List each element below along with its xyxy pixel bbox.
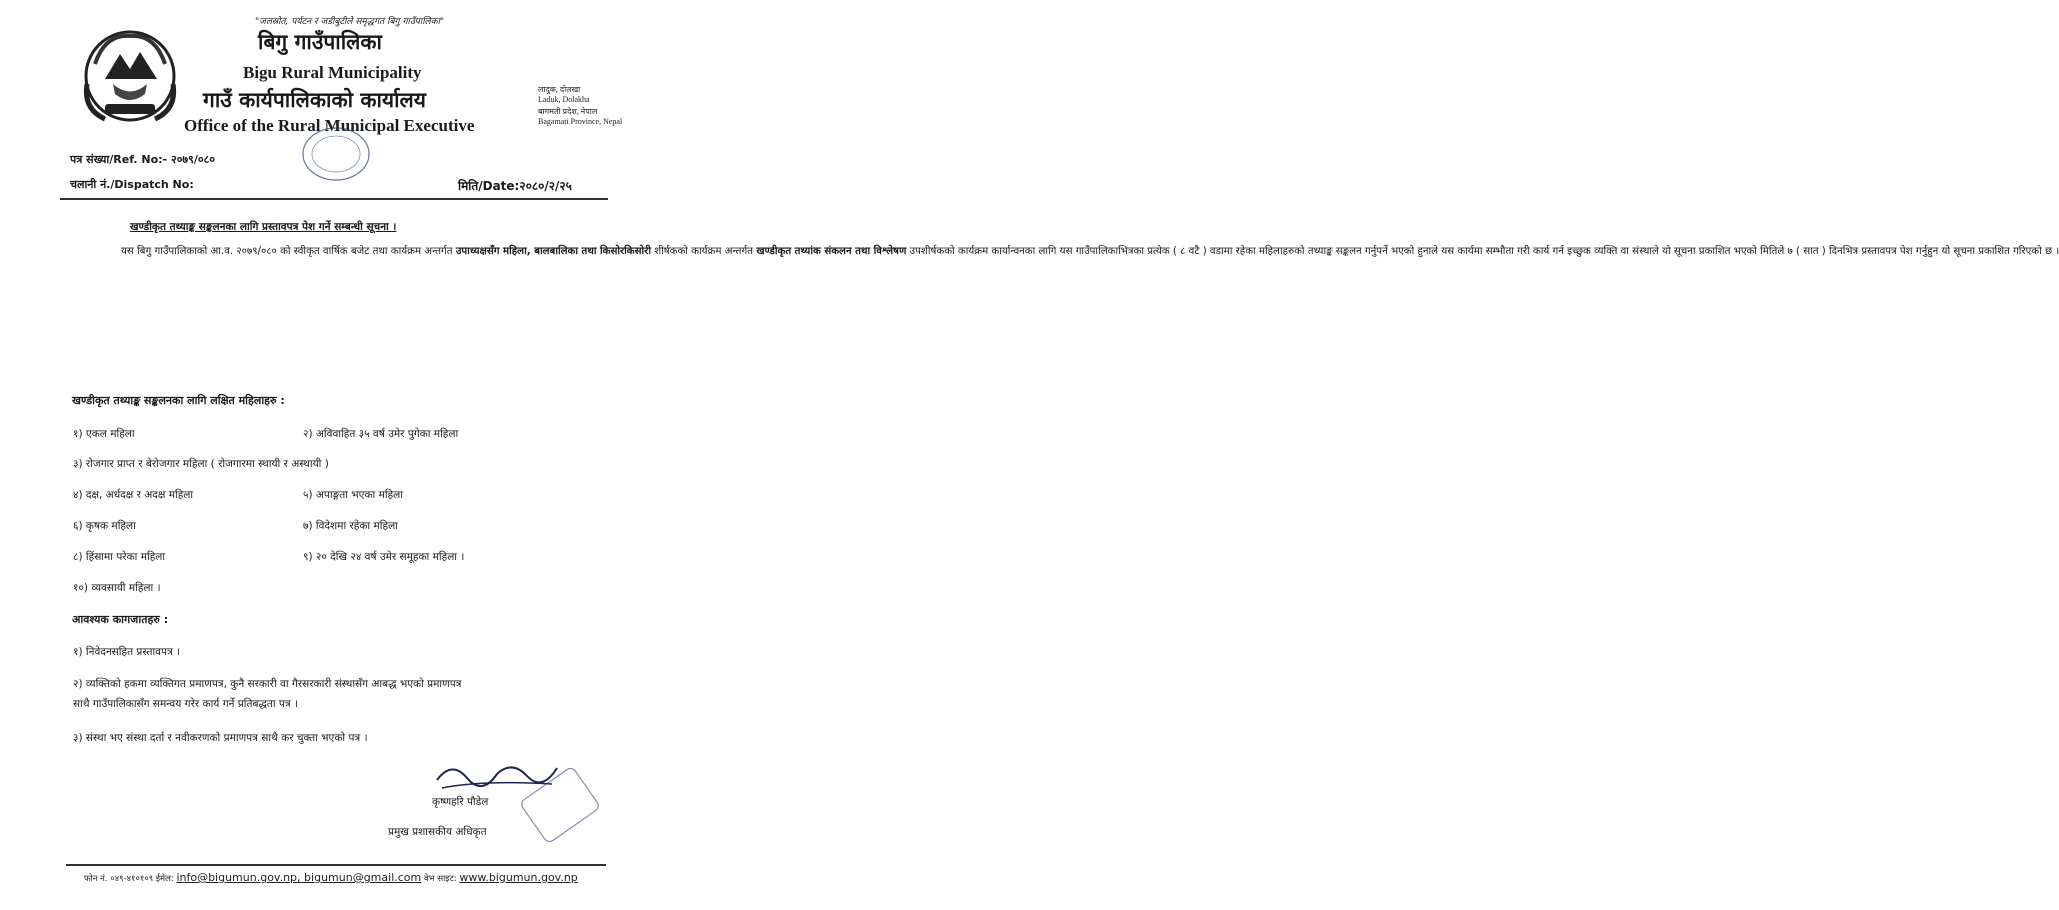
signature-stamp [520,770,600,840]
document-item: साथै गाउँपालिकासँग समन्वय गरेर कार्य गर्ने प्रतिबद्धता पत्र । [73,698,298,710]
footer-email-1[interactable]: info@bigumun.gov.np [176,871,298,884]
notice-subject: खण्डीकृत तथ्याङ्क सङ्कलनका लागि प्रस्तावपत्र पेश गर्ने सम्बन्धी सूचना । [130,221,397,233]
reference-label: पत्र संख्या/Ref. No:- [70,153,168,166]
targets-heading: खण्डीकृत तथ्याङ्क सङ्कलनका लागि लक्षित महिलाहरु : [72,394,285,407]
documents-heading: आवश्यक कागजातहरु : [72,613,169,626]
address-line-1: लादुक, दोलखा [538,85,581,94]
target-item: १०) व्यवसायी महिला । [73,582,161,594]
address-line-2: Laduk, Dolakha [538,95,590,104]
office-title-nepali: गाउँ कार्यपालिकाको कार्यालय [203,87,426,112]
body-bold-2: खण्डीकृत तथ्यांक संकलन तथा विश्लेषण [756,246,907,257]
footer-web-label: वेभ साइट: [423,874,457,884]
footer-divider [66,864,606,866]
footer-contact [84,871,578,884]
body-text-2: शीर्षकको कार्यक्रम अन्तर्गत [650,246,757,257]
body-text-1: यस बिगु गाउँपालिकाको आ.व. २०७९/०८० को स्वीकृत वार्षिक बजेट तथा कार्यक्रम अन्तर्गत [121,246,456,257]
target-item: ३) रोजगार प्राप्त र बेरोजगार महिला ( रोजगारमा स्थायी र अस्थायी ) [73,458,329,470]
signer-title: प्रमुख प्रशासकीय अधिकृत [388,826,487,838]
target-item: १) एकल महिला [73,428,135,440]
date-label: मिति/Date: [458,179,520,193]
letter-date [458,177,572,194]
dispatch-label: चलानी नं./Dispatch No: [70,178,194,191]
address-line-4: Bagamati Province, Nepal [538,117,623,126]
footer-website-link[interactable]: www.bigumun.gov.np [459,871,578,884]
target-item: ५) अपाङ्गता भएका महिला [303,489,404,501]
target-item: ९) २० देखि २४ वर्ष उमेर समूहका महिला । [303,551,465,563]
target-item: ४) दक्ष, अर्धदक्ष र अदक्ष महिला [73,489,194,501]
footer-phone: फोन नं. ०४९-४१०१०९ ईमेल: [84,874,174,884]
signer-name: कृष्णहरि पौडेल [432,796,489,808]
target-item: ६) कृषक महिला [73,520,136,532]
header-divider [60,198,608,200]
municipality-title-english: Bigu Rural Municipality [243,63,422,82]
document-item: १) निवेदनसहित प्रस्तावपत्र । [73,646,181,658]
document-item: ३) संस्था भए संस्था दर्ता र नवीकरणको प्रमाणपत्र साथै कर चुक्ता भएको पत्र । [73,732,368,744]
nepal-emblem-logo [75,24,185,129]
body-text-3: उपशीर्षकको कार्यक्रम कार्यान्वनका लागि यस गाउँपालिकाभित्रका प्रत्येक ( ८ वटै ) वडामा रहेका महिलाहरुको तथ्याङ्क सङ्कलन गर्नुपर्ने भएको हुनाले यस कार्यमा सम्भौता गरी कार्य गर्न इच्छुक व्यक्ति वा संस्थाले यो सूचना प्रकाशित भएको मितिले ७ ( सात ) दिनभित्र प्रस्तावपत्र पेश गर्नुहुन यो सूचना प्रकाशित गरिएको छ । [906,246,2059,257]
office-title-english: Office of the Rural Municipal Executive [184,116,475,135]
target-item: २) अविवाहित ३५ वर्ष उमेर पुगेका महिला [303,428,459,440]
footer-separator: , [297,871,305,884]
header-motto: "जलस्रोत, पर्यटन र जडीबुटीले समृद्धगत बिगु गाउँपालिका" [255,17,445,27]
notice-body [73,244,2059,260]
office-seal-stamp [300,125,372,183]
document-item: २) व्यक्तिको हकमा व्यक्तिगत प्रमाणपत्र, कुनै सरकारी वा गैरसरकारी संस्थासँग आबद्ध भएको प्रमाणपत्र [73,678,462,690]
reference-value: २०७९/०८० [170,153,216,166]
target-item: ७) विदेशमा रहेका महिला [303,520,398,532]
date-value: २०८०/२/२५ [519,179,572,193]
municipality-title-nepali: बिगु गाउँपालिका [258,29,382,54]
reference-number [70,152,215,167]
body-bold-1: उपाध्यक्षसँग महिला, बालबालिका तथा किसोरकिसोरी [455,246,651,257]
target-item: ८) हिंसामा परेका महिला [73,551,166,563]
footer-email-2[interactable]: bigumun@gmail.com [304,871,422,884]
address-line-3: बागमती प्रदेश, नेपाल [538,107,598,116]
